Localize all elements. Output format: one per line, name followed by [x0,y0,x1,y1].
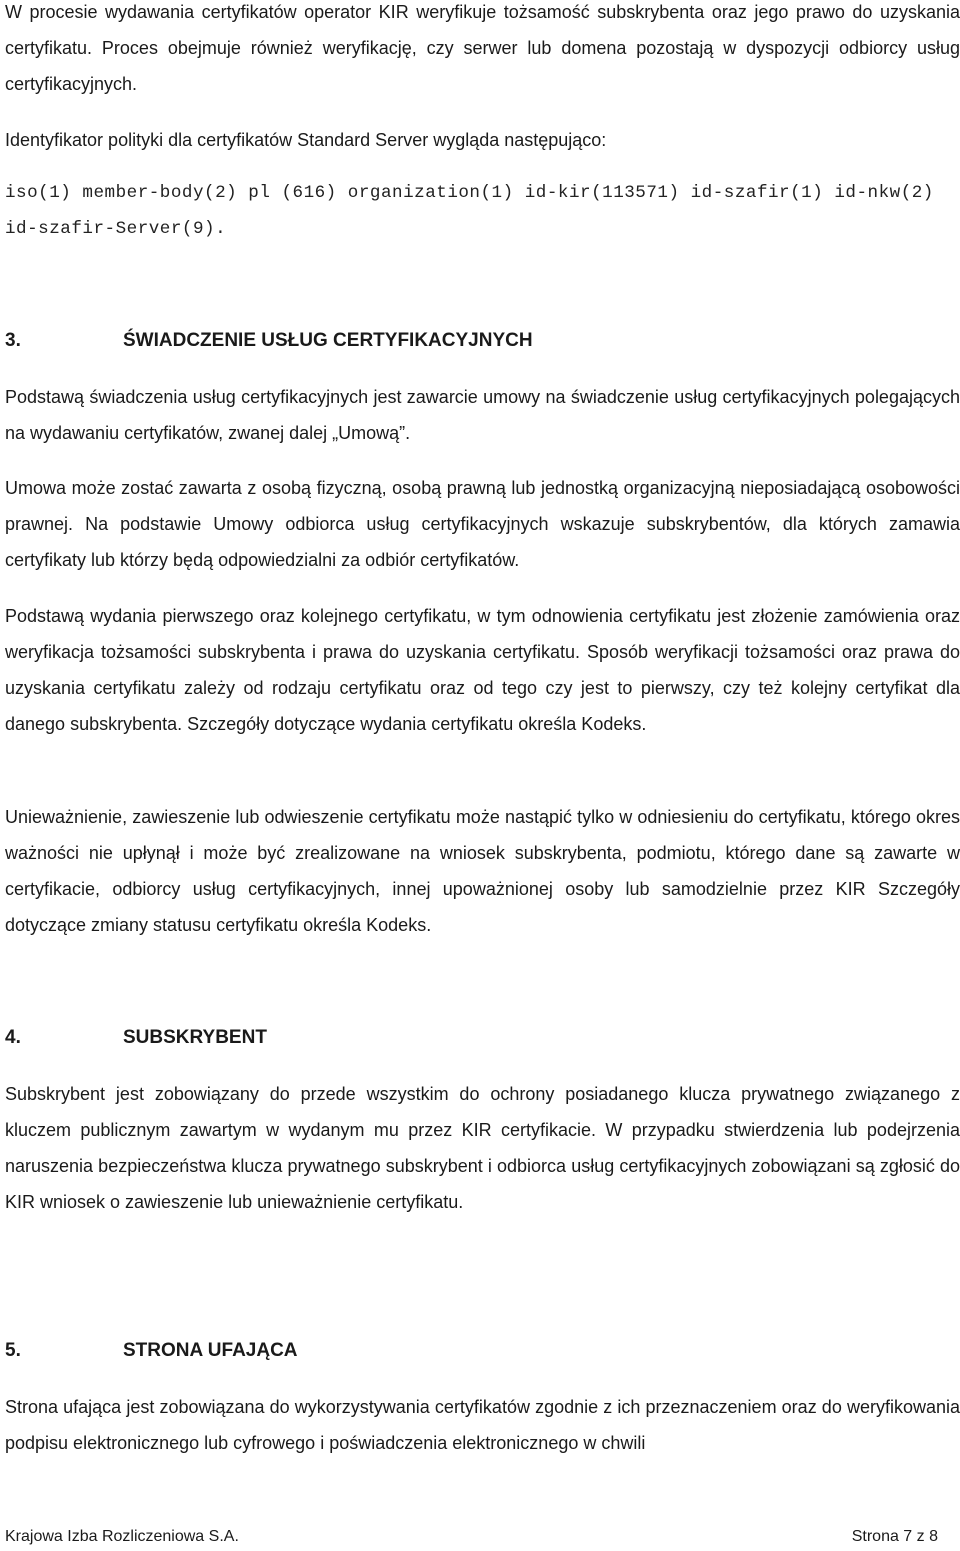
section-number: 4. [5,1027,21,1048]
footer-organization: Krajowa Izba Rozliczeniowa S.A. [5,1528,239,1545]
section-title: STRONA UFAJĄCA [123,1340,298,1361]
section-3-paragraph-4: Unieważnienie, zawieszenie lub odwieszenie certyfikatu może nastąpić tylko w odniesieniu do certyfikatu, którego okres ważności nie upłynął i może być zrealizowane na wniosek subskrybenta, podmiotu, którego dane są zawarte w certyfikacie, odbiorcy usług certyfikacyjnych, innej upoważnionej osoby lub samodzielnie przez KIR Szczegóły dotyczące zmiany statusu certyfikatu określa Kodeks. [5,807,960,935]
section-5-paragraph-1: Strona ufająca jest zobowiązana do wykorzystywania certyfikatów zgodnie z ich przeznaczeniem oraz do weryfikowania podpisu elektronicznego lub cyfrowego i poświadczenia elektronicznego w chwili [5,1397,960,1453]
section-4-paragraph-1: Subskrybent jest zobowiązany do przede wszystkim do ochrony posiadanego klucza prywatnego związanego z kluczem publicznym zawartym w wydanym mu przez KIR certyfikacie. W przypadku stwierdzenia lub podejrzenia naruszenia bezpieczeństwa klucza prywatnego subskrybent i odbiorca usług certyfikacyjnych zobowiązani są zgłosić do KIR wniosek o zawieszenie lub unieważnienie certyfikatu. [5,1084,960,1212]
policy-oid: iso(1) member-body(2) pl (616) organization(1) id-kir(113571) id-szafir(1) id-nkw(2) id-szafir-Server(9). [5,183,934,239]
policy-identifier-intro: Identyfikator polityki dla certyfikatów Standard Server wygląda następująco: [5,130,607,150]
section-heading-3 [5,327,960,355]
section-3-paragraph-1: Podstawą świadczenia usług certyfikacyjnych jest zawarcie umowy na świadczenie usług certyfikacyjnych polegających na wydawaniu certyfikatów, zwanej dalej „Umową”. [5,387,960,443]
section-heading-4 [5,1024,960,1052]
section-title: ŚWIADCZENIE USŁUG CERTYFIKACYJNYCH [123,330,533,351]
section-number: 3. [5,330,21,351]
footer-page-number: Strona 7 z 8 [851,1528,938,1545]
section-number: 5. [5,1340,21,1361]
intro-paragraph: W procesie wydawania certyfikatów operator KIR weryfikuje tożsamość subskrybenta oraz jego prawo do uzyskania certyfikatu. Proces obejmuje również weryfikację, czy serwer lub domena pozostają w dyspozycji odbiorcy usług certyfikacyjnych. [5,2,960,94]
section-3-paragraph-3: Podstawą wydania pierwszego oraz kolejnego certyfikatu, w tym odnowienia certyfikatu jest złożenie zamówienia oraz weryfikacja tożsamości subskrybenta i prawa do uzyskania certyfikatu. Sposób weryfikacji tożsamości oraz prawa do uzyskania certyfikatu zależy od rodzaju certyfikatu oraz od tego czy jest to pierwszy, czy też kolejny certyfikat dla danego subskrybenta. Szczegóły dotyczące wydania certyfikatu określa Kodeks. [5,606,960,734]
section-title: SUBSKRYBENT [123,1027,267,1048]
section-heading-5 [5,1337,960,1365]
section-3-paragraph-2: Umowa może zostać zawarta z osobą fizyczną, osobą prawną lub jednostką organizacyjną nieposiadającą osobowości prawnej. Na podstawie Umowy odbiorca usług certyfikacyjnych wskazuje subskrybentów, dla których zamawia certyfikaty lub którzy będą odpowiedzialni za odbiór certyfikatów. [5,478,960,570]
page-footer [5,1527,938,1547]
